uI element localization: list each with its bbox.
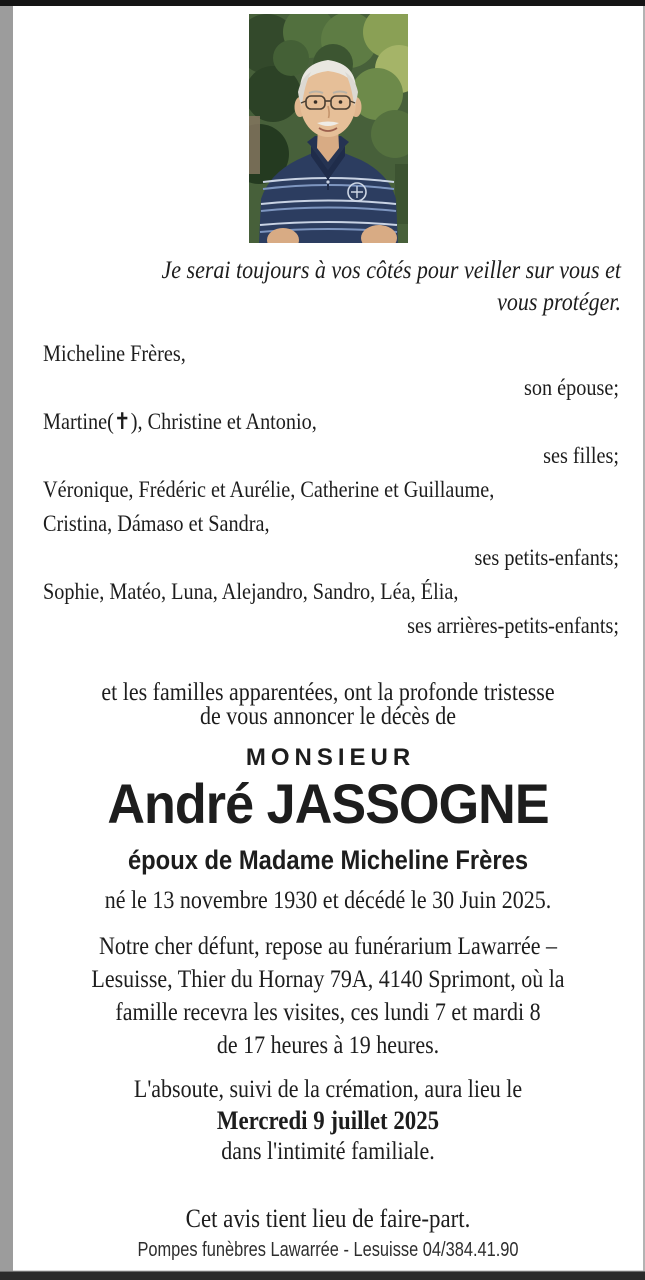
family-relation: ses filles; bbox=[543, 443, 619, 468]
portrait-photo bbox=[249, 14, 408, 243]
civility-title: MONSIEUR bbox=[245, 744, 416, 771]
announcement-line: de vous annoncer le décès de bbox=[200, 703, 456, 730]
family-list bbox=[13, 337, 643, 643]
family-names: Martine(✝), Christine et Antonio, bbox=[43, 409, 317, 434]
family-names: Cristina, Dámaso et Sandra, bbox=[43, 511, 270, 536]
memorial-quote bbox=[13, 255, 643, 319]
visitation-line: de 17 heures à 19 heures. bbox=[216, 1032, 440, 1059]
quote-line: Je serai toujours à vos côtés pour veiller sur vous et bbox=[161, 257, 622, 284]
funeral-home-line: Pompes funèbres Lawarrée - Lesuisse 04/384.41.90 bbox=[137, 1239, 519, 1261]
family-relation: ses arrières-petits-enfants; bbox=[407, 613, 619, 638]
family-names: Véronique, Frédéric et Aurélie, Catherine et Guillaume, bbox=[43, 477, 495, 502]
closing-notice-text: Cet avis tient lieu de faire-part. bbox=[185, 1204, 471, 1233]
life-dates-text: né le 13 novembre 1930 et décédé le 30 Juin 2025. bbox=[104, 887, 552, 914]
ceremony-intro: L'absoute, suivi de la crémation, aura lieu le bbox=[133, 1076, 523, 1103]
ceremony-paragraph bbox=[13, 1074, 643, 1167]
spouse-line-text: époux de Madame Micheline Frères bbox=[127, 845, 529, 875]
ceremony-date: Mercredi 9 juillet 2025 bbox=[216, 1106, 440, 1135]
family-names: Micheline Frères, bbox=[43, 341, 186, 366]
death-notice-card bbox=[13, 6, 643, 1271]
family-relation: ses petits-enfants; bbox=[474, 545, 619, 570]
visitation-line: Lesuisse, Thier du Hornay 79A, 4140 Sprimont, où la bbox=[91, 966, 565, 993]
quote-line: vous protéger. bbox=[497, 289, 621, 316]
spouse-line bbox=[13, 844, 643, 876]
left-gray-strip bbox=[0, 6, 13, 1271]
family-names: Sophie, Matéo, Luna, Alejandro, Sandro, Léa, Élia, bbox=[43, 579, 459, 604]
ceremony-outro: dans l'intimité familiale. bbox=[221, 1138, 435, 1165]
family-relation: son épouse; bbox=[523, 375, 619, 400]
bottom-frame-bar bbox=[0, 1271, 645, 1280]
announcement-line: et les familles apparentées, ont la profonde tristesse bbox=[101, 679, 555, 706]
visitation-line: famille recevra les visites, ces lundi 7 et mardi 8 bbox=[115, 999, 541, 1026]
deceased-name: André JASSOGNE bbox=[107, 772, 549, 835]
life-dates bbox=[13, 886, 643, 916]
visitation-line: Notre cher défunt, repose au funérarium Lawarrée – bbox=[98, 933, 558, 960]
announcement bbox=[13, 681, 643, 729]
portrait-illustration bbox=[249, 14, 408, 243]
visitation-paragraph bbox=[13, 930, 643, 1062]
closing-notice bbox=[13, 1203, 643, 1235]
